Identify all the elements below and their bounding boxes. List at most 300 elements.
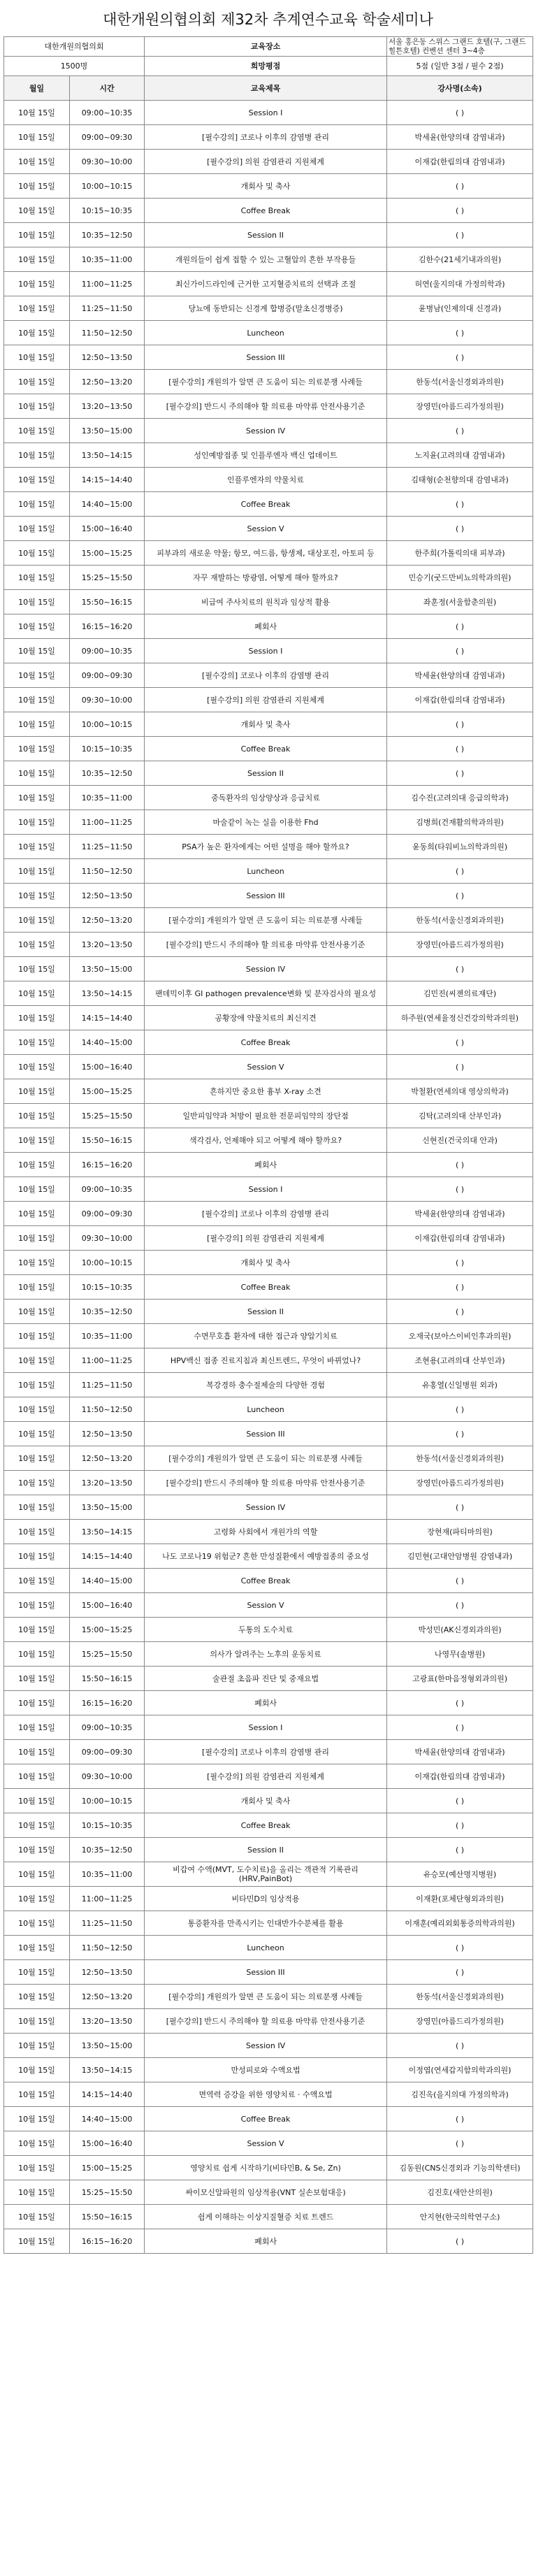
- capacity: 1500명: [4, 57, 145, 76]
- date-cell: 10월 15일: [4, 1960, 70, 1985]
- speaker-cell: 김병희(건재활의학과의원): [387, 810, 533, 835]
- date-cell: 10월 15일: [4, 1324, 70, 1348]
- date-cell: 10월 15일: [4, 859, 70, 884]
- table-row: [4, 1177, 533, 1202]
- table-row: [4, 1936, 533, 1960]
- date-cell: 10월 15일: [4, 2107, 70, 2131]
- speaker-cell: 김민진(씨젠의료재단): [387, 981, 533, 1006]
- date-cell: 10월 15일: [4, 639, 70, 663]
- date-cell: 10월 15일: [4, 1789, 70, 1813]
- topic-cell: 고령화 사회에서 개원가의 역할: [145, 1520, 387, 1544]
- topic-cell: Session I: [145, 101, 387, 125]
- speaker-cell: ( ): [387, 1495, 533, 1520]
- time-cell: 14:15~14:40: [70, 1006, 145, 1030]
- topic-cell: Session V: [145, 2131, 387, 2156]
- topic-cell: Coffee Break: [145, 1569, 387, 1593]
- topic-cell: Coffee Break: [145, 492, 387, 517]
- table-row: [4, 1397, 533, 1422]
- date-cell: 10월 15일: [4, 321, 70, 345]
- table-row: [4, 1862, 533, 1887]
- time-cell: 09:00~09:30: [70, 663, 145, 688]
- place-label: [145, 37, 387, 57]
- time-cell: 12:50~13:20: [70, 370, 145, 394]
- topic-cell: [필수강의] 의원 감염관리 지원체계: [145, 1226, 387, 1251]
- topic-cell: 당뇨에 동반되는 신경계 합병증(말초신경병증): [145, 296, 387, 321]
- table-row: [4, 517, 533, 541]
- speaker-cell: ( ): [387, 174, 533, 199]
- date-cell: 10월 15일: [4, 688, 70, 712]
- speaker-cell: ( ): [387, 761, 533, 786]
- topic-cell: Session V: [145, 1593, 387, 1618]
- table-row: [4, 957, 533, 981]
- time-cell: 11:25~11:50: [70, 1911, 145, 1936]
- date-cell: 10월 15일: [4, 1422, 70, 1446]
- table-row: [4, 492, 533, 517]
- table-row: [4, 174, 533, 199]
- topic-cell: Luncheon: [145, 1397, 387, 1422]
- time-cell: 12:50~13:20: [70, 1985, 145, 2009]
- credit-label: 희망평점: [145, 57, 387, 76]
- table-row: [4, 1520, 533, 1544]
- speaker-cell: ( ): [387, 345, 533, 370]
- time-cell: 13:20~13:50: [70, 933, 145, 957]
- date-cell: 10월 15일: [4, 370, 70, 394]
- speaker-cell: 장영민(아름드리가정의원): [387, 933, 533, 957]
- table-row: [4, 1544, 533, 1569]
- speaker-cell: ( ): [387, 1715, 533, 1740]
- time-cell: 14:40~15:00: [70, 1030, 145, 1055]
- time-cell: 09:30~10:00: [70, 150, 145, 174]
- date-cell: 10월 15일: [4, 1300, 70, 1324]
- table-row: [4, 2180, 533, 2205]
- date-cell: 10월 15일: [4, 2009, 70, 2034]
- speaker-cell: 김동원(CNS신경외과 기능의학센터): [387, 2156, 533, 2180]
- table-row: [4, 2034, 533, 2058]
- table-row: [4, 2082, 533, 2107]
- topic-cell: Session III: [145, 884, 387, 908]
- time-cell: 11:50~12:50: [70, 1397, 145, 1422]
- topic-cell: [필수강의] 의원 감염관리 지원체계: [145, 1764, 387, 1789]
- time-cell: 15:25~15:50: [70, 1104, 145, 1128]
- speaker-cell: 고광표(한마음정형외과의원): [387, 1667, 533, 1691]
- speaker-cell: 안지현(한국의학연구소): [387, 2205, 533, 2229]
- date-cell: 10월 15일: [4, 2131, 70, 2156]
- info-row-1: [4, 37, 533, 57]
- date-cell: 10월 15일: [4, 1593, 70, 1618]
- table-row: [4, 345, 533, 370]
- topic-cell: PSA가 높은 환자에게는 어떤 설명을 해야 할까요?: [145, 835, 387, 859]
- speaker-cell: 이재훈(예리외회통증의학과의원): [387, 1911, 533, 1936]
- speaker-cell: 허연(울지의대 가정의학과): [387, 272, 533, 296]
- topic-cell: 싸이모신알파원의 임상적용(VNT 실손보험대응): [145, 2180, 387, 2205]
- topic-cell: Session II: [145, 1300, 387, 1324]
- date-cell: 10월 15일: [4, 247, 70, 272]
- date-cell: 10월 15일: [4, 933, 70, 957]
- topic-cell: Session I: [145, 1177, 387, 1202]
- speaker-cell: 김태형(순천향의대 감염내과): [387, 468, 533, 492]
- time-cell: 09:00~09:30: [70, 125, 145, 150]
- speaker-cell: 신현진(건국의대 안과): [387, 1128, 533, 1153]
- topic-cell: Luncheon: [145, 321, 387, 345]
- topic-cell: [필수강의] 개원의가 알면 큰 도움이 되는 의료분쟁 사례들: [145, 1446, 387, 1471]
- time-cell: 13:50~15:00: [70, 2034, 145, 2058]
- table-row: [4, 1300, 533, 1324]
- time-cell: 14:40~15:00: [70, 492, 145, 517]
- date-cell: 10월 15일: [4, 1471, 70, 1495]
- topic-cell: 피부과의 새로운 약물; 항모, 여드름, 항생제, 대상포진, 아토피 등: [145, 541, 387, 566]
- date-cell: 10월 15일: [4, 345, 70, 370]
- table-row: [4, 1153, 533, 1177]
- time-cell: 11:00~11:25: [70, 1887, 145, 1911]
- time-cell: 09:00~10:35: [70, 639, 145, 663]
- table-row: [4, 1422, 533, 1446]
- date-cell: 10월 15일: [4, 492, 70, 517]
- table-row: [4, 1471, 533, 1495]
- table-row: [4, 541, 533, 566]
- date-cell: 10월 15일: [4, 1128, 70, 1153]
- time-cell: 10:35~11:00: [70, 247, 145, 272]
- date-cell: 10월 15일: [4, 810, 70, 835]
- date-cell: 10월 15일: [4, 1446, 70, 1471]
- time-cell: 10:00~10:15: [70, 712, 145, 737]
- date-cell: 10월 15일: [4, 712, 70, 737]
- speaker-cell: ( ): [387, 614, 533, 639]
- speaker-cell: ( ): [387, 2229, 533, 2254]
- table-row: [4, 566, 533, 590]
- topic-cell: 색각검사, 언제해야 되고 어떻게 해야 할까요?: [145, 1128, 387, 1153]
- speaker-cell: 이정엽(연세갑지함의학과의원): [387, 2058, 533, 2082]
- date-cell: 10월 15일: [4, 1275, 70, 1300]
- date-cell: 10월 15일: [4, 2229, 70, 2254]
- speaker-cell: 김탁(고려의대 산부인과): [387, 1104, 533, 1128]
- time-cell: 16:15~16:20: [70, 1153, 145, 1177]
- date-cell: 10월 15일: [4, 150, 70, 174]
- date-cell: 10월 15일: [4, 296, 70, 321]
- date-cell: 10월 15일: [4, 223, 70, 247]
- date-cell: 10월 15일: [4, 125, 70, 150]
- date-cell: 10월 15일: [4, 1936, 70, 1960]
- table-row: [4, 614, 533, 639]
- speaker-cell: ( ): [387, 223, 533, 247]
- time-cell: 13:50~15:00: [70, 419, 145, 443]
- time-cell: 14:40~15:00: [70, 1569, 145, 1593]
- table-row: [4, 1324, 533, 1348]
- topic-cell: Session II: [145, 1838, 387, 1862]
- table-row: [4, 1740, 533, 1764]
- table-row: [4, 247, 533, 272]
- speaker-cell: 김민현(고대안암병원 감염내과): [387, 1544, 533, 1569]
- time-cell: 12:50~13:20: [70, 1446, 145, 1471]
- time-cell: 09:00~09:30: [70, 1202, 145, 1226]
- topic-cell: 복강경하 충수절제술의 다양한 경험: [145, 1373, 387, 1397]
- speaker-cell: 이재갑(한림의대 감염내과): [387, 150, 533, 174]
- time-cell: 15:25~15:50: [70, 2180, 145, 2205]
- date-cell: 10월 15일: [4, 614, 70, 639]
- topic-cell: Session IV: [145, 1495, 387, 1520]
- time-cell: 13:50~14:15: [70, 443, 145, 468]
- topic-cell: 성인예방접종 및 인플루엔자 백신 업데이트: [145, 443, 387, 468]
- page-title: 대한개원의협의회 제32차 추계연수교육 학술세미나: [103, 11, 433, 28]
- speaker-cell: 이재갑(한림의대 감염내과): [387, 1764, 533, 1789]
- speaker-cell: ( ): [387, 517, 533, 541]
- topic-cell: Luncheon: [145, 1936, 387, 1960]
- speaker-cell: ( ): [387, 419, 533, 443]
- table-row: [4, 1079, 533, 1104]
- topic-cell: 폐회사: [145, 1691, 387, 1715]
- speaker-cell: ( ): [387, 1813, 533, 1838]
- info-row-2: [4, 57, 533, 76]
- topic-cell: Session III: [145, 1422, 387, 1446]
- time-cell: 10:35~12:50: [70, 223, 145, 247]
- date-cell: 10월 15일: [4, 1495, 70, 1520]
- table-row: [4, 663, 533, 688]
- speaker-cell: 박세윤(한양의대 감염내과): [387, 1740, 533, 1764]
- topic-cell: 수면무호흡 환자에 대한 접근과 양압기치료: [145, 1324, 387, 1348]
- topic-cell: 의사가 알려주는 노후의 운동치료: [145, 1642, 387, 1667]
- table-row: [4, 2058, 533, 2082]
- date-cell: 10월 15일: [4, 1569, 70, 1593]
- time-cell: 09:00~10:35: [70, 1177, 145, 1202]
- time-cell: 10:00~10:15: [70, 1251, 145, 1275]
- topic-cell: 면역력 증강을 위한 영양치료 · 수액요법: [145, 2082, 387, 2107]
- date-cell: 10월 15일: [4, 1911, 70, 1936]
- speaker-cell: 유승모(예산명지병원): [387, 1862, 533, 1887]
- table-row: [4, 321, 533, 345]
- speaker-cell: ( ): [387, 859, 533, 884]
- date-cell: 10월 15일: [4, 2082, 70, 2107]
- topic-cell: [필수강의] 개원의가 알면 큰 도움이 되는 의료분쟁 사례들: [145, 1985, 387, 2009]
- table-row: [4, 1202, 533, 1226]
- date-cell: 10월 15일: [4, 541, 70, 566]
- topic-cell: Luncheon: [145, 859, 387, 884]
- date-cell: 10월 15일: [4, 1544, 70, 1569]
- topic-cell: [필수강의] 개원의가 알면 큰 도움이 되는 의료분쟁 사례들: [145, 370, 387, 394]
- time-cell: 15:25~15:50: [70, 566, 145, 590]
- time-cell: 15:00~15:25: [70, 1079, 145, 1104]
- table-row: [4, 1569, 533, 1593]
- speaker-cell: ( ): [387, 101, 533, 125]
- table-row: [4, 468, 533, 492]
- table-row: [4, 2205, 533, 2229]
- speaker-cell: 윤병남(인제의대 신경과): [387, 296, 533, 321]
- time-cell: 12:50~13:50: [70, 1422, 145, 1446]
- topic-cell: [필수강의] 개원의가 알면 큰 도움이 되는 의료분쟁 사례들: [145, 908, 387, 933]
- speaker-cell: 김수진(고려의대 응급의학과): [387, 786, 533, 810]
- date-cell: 10월 15일: [4, 199, 70, 223]
- table-row: [4, 1960, 533, 1985]
- topic-cell: 개회사 및 축사: [145, 712, 387, 737]
- time-cell: 11:50~12:50: [70, 1936, 145, 1960]
- topic-cell: Session I: [145, 639, 387, 663]
- table-row: [4, 272, 533, 296]
- table-row: [4, 1128, 533, 1153]
- table-row: [4, 2156, 533, 2180]
- topic-cell: Session II: [145, 223, 387, 247]
- time-cell: 15:50~16:15: [70, 1667, 145, 1691]
- time-cell: 13:50~15:00: [70, 957, 145, 981]
- speaker-cell: 윤동희(타워비뇨의학과의원): [387, 835, 533, 859]
- date-cell: 10월 15일: [4, 394, 70, 419]
- topic-cell: 마술같이 녹는 실을 이용한 Fhd: [145, 810, 387, 835]
- topic-cell: 폐회사: [145, 1153, 387, 1177]
- date-cell: 10월 15일: [4, 1030, 70, 1055]
- topic-cell: Session III: [145, 1960, 387, 1985]
- header-speaker: 강사명(소속): [387, 76, 533, 101]
- table-row: [4, 1618, 533, 1642]
- time-cell: 13:20~13:50: [70, 1471, 145, 1495]
- time-cell: 13:50~14:15: [70, 2058, 145, 2082]
- table-row: [4, 394, 533, 419]
- topic-cell: 최신가이드라인에 근거한 고지혈증치료의 선택과 조절: [145, 272, 387, 296]
- schedule-table: [3, 36, 533, 2254]
- date-cell: 10월 15일: [4, 1373, 70, 1397]
- table-row: [4, 1838, 533, 1862]
- topic-cell: [필수강의] 코로나 이후의 감염병 관리: [145, 1740, 387, 1764]
- table-row: [4, 810, 533, 835]
- topic-cell: Coffee Break: [145, 1813, 387, 1838]
- topic-cell: 흔하지만 중요한 흉부 X-ray 소견: [145, 1079, 387, 1104]
- table-row: [4, 908, 533, 933]
- speaker-cell: 조현용(고려의대 산부인과): [387, 1348, 533, 1373]
- time-cell: 09:00~09:30: [70, 1740, 145, 1764]
- topic-cell: Session IV: [145, 957, 387, 981]
- topic-cell: Session IV: [145, 2034, 387, 2058]
- table-row: [4, 1251, 533, 1275]
- table-row: [4, 639, 533, 663]
- table-row: [4, 2009, 533, 2034]
- topic-cell: [필수강의] 의원 감염관리 지원체계: [145, 688, 387, 712]
- speaker-cell: 이재갑(한림의대 감염내과): [387, 1226, 533, 1251]
- speaker-cell: ( ): [387, 199, 533, 223]
- speaker-cell: ( ): [387, 321, 533, 345]
- date-cell: 10월 15일: [4, 517, 70, 541]
- date-cell: 10월 15일: [4, 1006, 70, 1030]
- speaker-cell: 박세윤(한양의대 감염내과): [387, 663, 533, 688]
- time-cell: 10:35~11:00: [70, 1324, 145, 1348]
- topic-cell: [필수강의] 반드시 주의해야 할 의료용 마약류 안전사용기준: [145, 394, 387, 419]
- speaker-cell: 장영민(아름드리가정의원): [387, 394, 533, 419]
- speaker-cell: ( ): [387, 1153, 533, 1177]
- speaker-cell: ( ): [387, 1569, 533, 1593]
- topic-cell: 두통의 도수치료: [145, 1618, 387, 1642]
- speaker-cell: 김진옥(을지의대 가정의학과): [387, 2082, 533, 2107]
- date-cell: 10월 15일: [4, 2180, 70, 2205]
- date-cell: 10월 15일: [4, 1520, 70, 1544]
- date-cell: 10월 15일: [4, 737, 70, 761]
- table-row: [4, 981, 533, 1006]
- speaker-cell: 장영민(아름드리가정의원): [387, 1471, 533, 1495]
- topic-cell: [필수강의] 코로나 이후의 감염병 관리: [145, 1202, 387, 1226]
- topic-cell: [필수강의] 반드시 주의해야 할 의료용 마약류 안전사용기준: [145, 1471, 387, 1495]
- speaker-cell: 유홍열(신일병원 외과): [387, 1373, 533, 1397]
- topic-cell: Session IV: [145, 419, 387, 443]
- date-cell: 10월 15일: [4, 981, 70, 1006]
- speaker-cell: 장영민(아름드리가정의원): [387, 2009, 533, 2034]
- table-row: [4, 101, 533, 125]
- topic-cell: [필수강의] 코로나 이후의 감염병 관리: [145, 663, 387, 688]
- time-cell: 15:50~16:15: [70, 590, 145, 614]
- table-row: [4, 1275, 533, 1300]
- date-cell: 10월 15일: [4, 443, 70, 468]
- table-row: [4, 1985, 533, 2009]
- speaker-cell: 이재갑(한림의대 감염내과): [387, 688, 533, 712]
- time-cell: 13:50~15:00: [70, 1495, 145, 1520]
- date-cell: 10월 15일: [4, 101, 70, 125]
- table-row: [4, 1593, 533, 1618]
- header-time: 시간: [70, 76, 145, 101]
- table-row: [4, 1495, 533, 1520]
- time-cell: 10:15~10:35: [70, 199, 145, 223]
- topic-cell: 비급여 주사치료의 원칙과 임상적 활용: [145, 590, 387, 614]
- time-cell: 10:15~10:35: [70, 737, 145, 761]
- time-cell: 15:50~16:15: [70, 2205, 145, 2229]
- table-row: [4, 199, 533, 223]
- topic-cell: Session III: [145, 345, 387, 370]
- date-cell: 10월 15일: [4, 884, 70, 908]
- topic-cell: [필수강의] 코로나 이후의 감염병 관리: [145, 125, 387, 150]
- topic-cell: 비갑여 수액(MVT, 도수치료)을 올리는 객관적 기록관리(HRV,PainBot): [145, 1862, 387, 1887]
- time-cell: 10:15~10:35: [70, 1813, 145, 1838]
- topic-cell: [필수강의] 반드시 주의해야 할 의료용 마약류 안전사용기준: [145, 933, 387, 957]
- date-cell: 10월 15일: [4, 1055, 70, 1079]
- speaker-cell: 민승기(굿드만비뇨의학과의원): [387, 566, 533, 590]
- time-cell: 12:50~13:50: [70, 884, 145, 908]
- speaker-cell: 박성민(AK신경외과의원): [387, 1618, 533, 1642]
- place-label-text: 교육장소: [250, 42, 281, 51]
- table-row: [4, 590, 533, 614]
- topic-cell: 만성피로와 수액요법: [145, 2058, 387, 2082]
- time-cell: 11:00~11:25: [70, 810, 145, 835]
- topic-cell: Session V: [145, 1055, 387, 1079]
- speaker-cell: ( ): [387, 1275, 533, 1300]
- topic-cell: 나도 코로나19 위험군? 흔한 만성질환에서 예방접종의 중요성: [145, 1544, 387, 1569]
- topic-cell: [필수강의] 의원 감염관리 지원체계: [145, 150, 387, 174]
- table-row: [4, 443, 533, 468]
- table-row: [4, 150, 533, 174]
- speaker-cell: ( ): [387, 2034, 533, 2058]
- time-cell: 16:15~16:20: [70, 2229, 145, 2254]
- time-cell: 09:00~10:35: [70, 1715, 145, 1740]
- date-cell: 10월 15일: [4, 1226, 70, 1251]
- topic-cell: 일반피임약과 처방이 필요한 전문피임약의 장단점: [145, 1104, 387, 1128]
- speaker-cell: 한동석(서울신경외과의원): [387, 1985, 533, 2009]
- topic-cell: Session I: [145, 1715, 387, 1740]
- time-cell: 15:00~15:25: [70, 2156, 145, 2180]
- time-cell: 15:00~16:40: [70, 517, 145, 541]
- topic-cell: Session II: [145, 761, 387, 786]
- speaker-cell: 이재환(포체단형외과의원): [387, 1887, 533, 1911]
- date-cell: 10월 15일: [4, 1715, 70, 1740]
- table-row: [4, 688, 533, 712]
- speaker-cell: 박세윤(한양의대 감염내과): [387, 125, 533, 150]
- topic-cell: Session V: [145, 517, 387, 541]
- speaker-cell: 한동석(서울신경외과의원): [387, 908, 533, 933]
- time-cell: 16:15~16:20: [70, 1691, 145, 1715]
- speaker-cell: ( ): [387, 639, 533, 663]
- table-row: [4, 859, 533, 884]
- topic-cell: 술관절 초음파 진단 및 중재요법: [145, 1667, 387, 1691]
- topic-cell: 공황장애 약물치료의 최신지견: [145, 1006, 387, 1030]
- topic-cell: 인플루엔자의 약물치료: [145, 468, 387, 492]
- table-row: [4, 1030, 533, 1055]
- time-cell: 13:20~13:50: [70, 2009, 145, 2034]
- date-cell: 10월 15일: [4, 1348, 70, 1373]
- date-cell: 10월 15일: [4, 957, 70, 981]
- time-cell: 12:50~13:20: [70, 908, 145, 933]
- speaker-cell: ( ): [387, 1030, 533, 1055]
- table-row: [4, 1104, 533, 1128]
- speaker-cell: 오재국(보아스이비인후과의원): [387, 1324, 533, 1348]
